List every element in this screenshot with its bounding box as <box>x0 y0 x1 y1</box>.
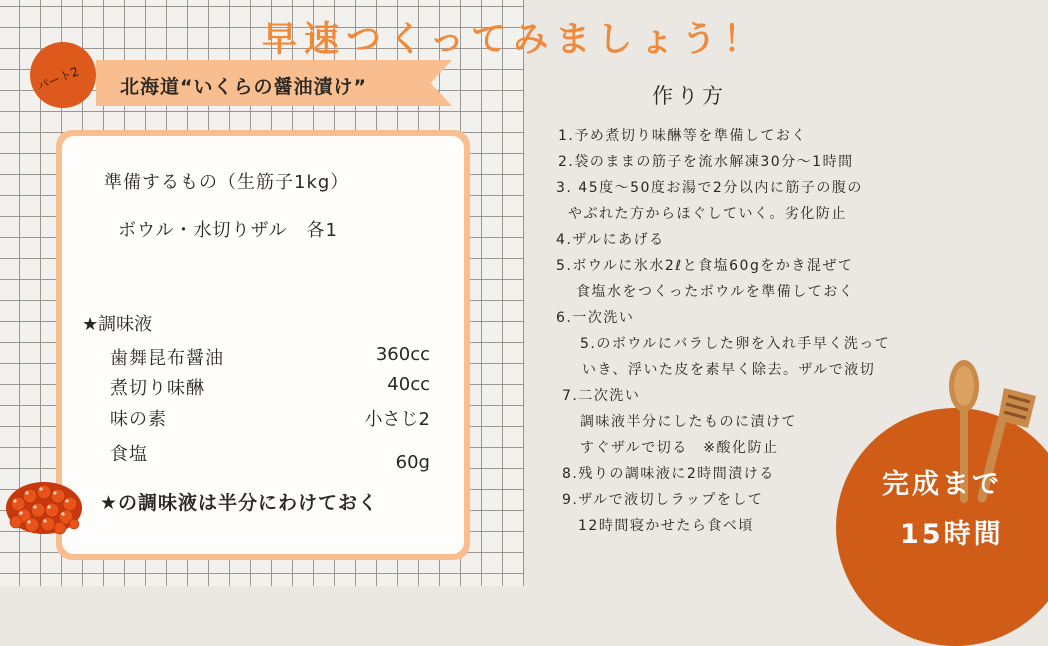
step-line: すぐザルで切る ※酸化防止 <box>580 440 779 456</box>
step-line: 調味液半分にしたものに漬けて <box>580 414 797 430</box>
prep-items: ボウル・水切りザル 各1 <box>118 220 339 241</box>
step-line: 7.二次洗い <box>562 388 641 404</box>
step-line: 12時間寝かせたら食べ頃 <box>578 518 754 534</box>
ingredient-amount: 60g <box>395 452 430 473</box>
step-line: 6.一次洗い <box>556 310 635 326</box>
ingredient-amount: 40cc <box>387 374 430 395</box>
step-line: やぶれた方からほぐしていく。劣化防止 <box>568 206 847 222</box>
ingredient-name: 食塩 <box>110 444 148 465</box>
step-line: 1.予め煮切り味醂等を準備しておく <box>558 128 807 144</box>
ingredient-amount: 360cc <box>375 344 430 365</box>
step-line: 8.残りの調味液に2時間漬ける <box>562 466 775 482</box>
prep-title: 準備するもの（生筋子1kg） <box>104 172 350 193</box>
ikura-image <box>4 468 84 536</box>
page-title: 早速つくってみましょう！ <box>262 20 766 60</box>
sauce-title: ★調味液 <box>82 314 153 335</box>
step-line: 3. 45度〜50度お湯で2分以内に筋子の腹の <box>556 180 863 196</box>
step-line: 食塩水をつくったボウルを準備しておく <box>576 284 855 300</box>
step-line: 5.のボウルにバラした卵を入れ手早く洗って <box>580 336 891 352</box>
completion-label: 完成まで <box>882 469 1002 500</box>
step-line: 2.袋のままの筋子を流水解凍30分〜1時間 <box>558 154 854 170</box>
step-line: 4.ザルにあげる <box>556 232 665 248</box>
recipe-name: 北海道“いくらの醤油漬け” <box>120 76 367 98</box>
step-line: 9.ザルで液切しラップをして <box>562 492 764 508</box>
step-line: 5.ボウルに氷水2ℓと食塩60gをかき混ぜて <box>556 258 854 274</box>
ingredient-name: 味の素 <box>110 409 167 430</box>
completion-time: 15時間 <box>900 519 1004 550</box>
part-badge-label: パート2 <box>35 64 81 94</box>
sauce-note: ★の調味液は半分にわけておく <box>100 492 379 514</box>
ingredient-amount: 小さじ2 <box>364 409 430 430</box>
steps-title: 作り方 <box>652 84 727 108</box>
ingredient-name: 歯舞昆布醤油 <box>110 348 224 369</box>
step-line: いき、浮いた皮を素早く除去。ザルで液切 <box>582 362 876 378</box>
ingredient-name: 煮切り味醂 <box>110 378 205 399</box>
